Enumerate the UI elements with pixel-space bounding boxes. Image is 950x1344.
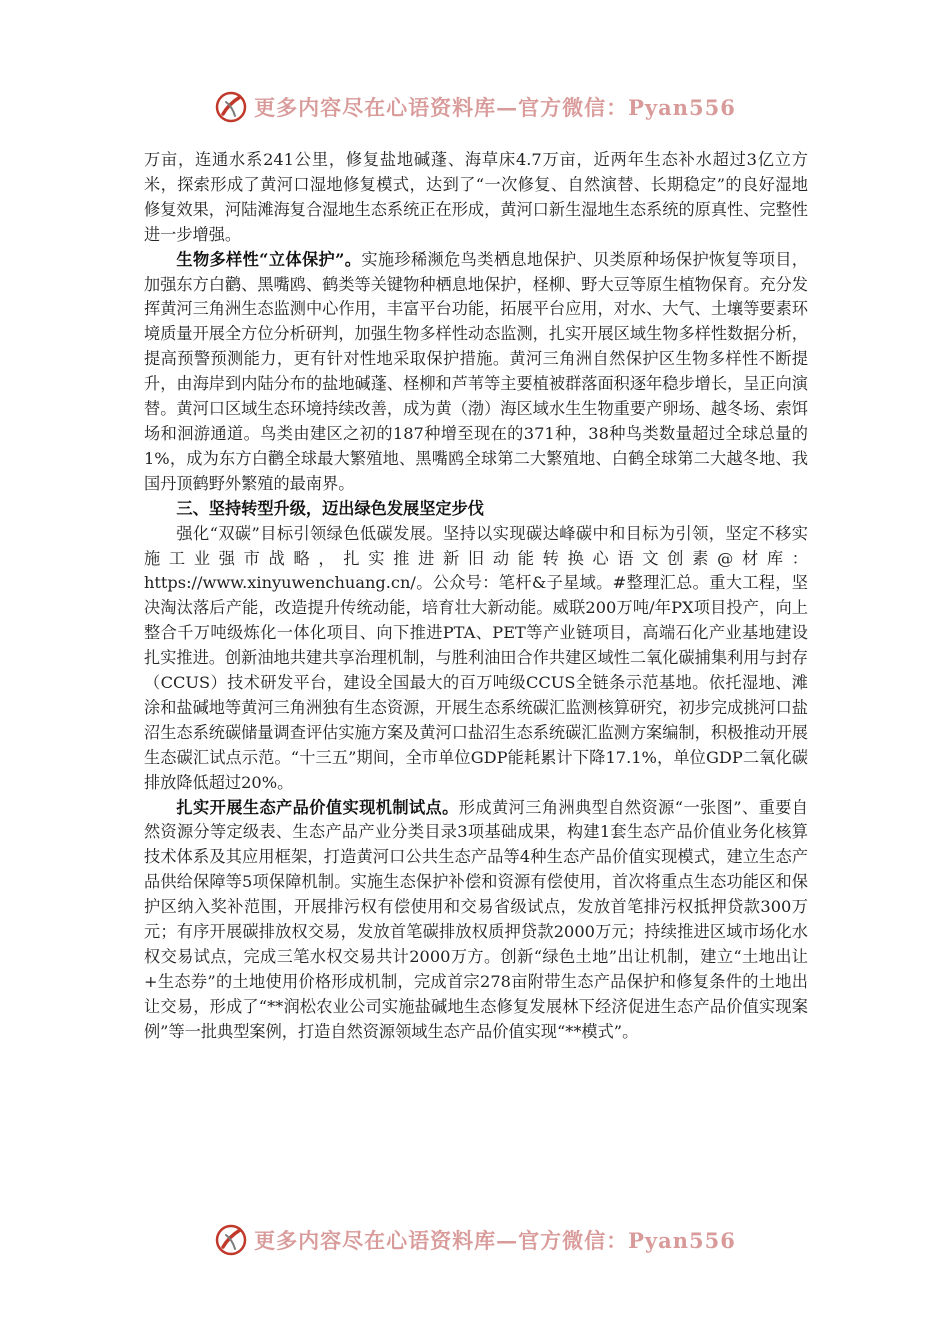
calligraphy-brush-logo-icon <box>214 1223 248 1257</box>
article-body <box>144 148 808 1045</box>
paragraph-text: 实施珍稀濒危鸟类栖息地保护、贝类原种场保护恢复等项目，加强东方白鹳、黑嘴鸥、鹤类等关键物种栖息地保护，柽柳、野大豆等原生植物保育。充分发挥黄河三角洲生态监测中心作用，丰富平台功能，拓展平台应用，对水、大气、土壤等要素环境质量开展全方位分析研判，加强生物多样性动态监测，扎实开展区域生物多样性数据分析，提高预警预测能力，更有针对性地采取保护措施。黄河三角洲自然保护区生物多样性不断提升，由海岸到内陆分布的盐地碱蓬、柽柳和芦苇等主要植被群落面积逐年稳步增长，呈正向演替。黄河口区域生态环境持续改善，成为黄（渤）海区域水生生物重要产卵场、越冬场、索饵场和洄游通道。鸟类由建区之初的187种增至现在的371种，38种鸟类数量超过全球总量的1%，成为东方白鹳全球最大繁殖地、黑嘴鸥全球第二大繁殖地、白鹤全球第二大越冬地、我国丹顶鹤野外繁殖的最南界。 <box>144 249 808 493</box>
paragraph-dual-carbon <box>144 522 808 796</box>
section-heading-text: 三、坚持转型升级，迈出绿色发展坚定步伐 <box>176 498 484 518</box>
header-banner <box>0 85 950 129</box>
paragraph-text: 形成黄河三角洲典型自然资源“一张图”、重要自然资源分等定级表、生态产品产业分类目录3项基础成果，构建1套生态产品价值业务化核算技术体系及其应用框架，打造黄河口公共生态产品等4种生态产品价值实现模式，建立生态产品供给保障等5项保障机制。实施生态保护补偿和资源有偿使用，首次将重点生态功能区和保护区纳入奖补范围，开展排污权有偿使用和交易省级试点，发放首笔排污权抵押贷款300万元；有序开展碳排放权交易，发放首笔碳排放权质押贷款2000万元；持续推进区域市场化水权交易试点，完成三笔水权交易共计2000万方。创新“绿色土地”出让机制，建立“土地出让+生态券”的土地使用价格形成机制，完成首宗278亩附带生态产品保护和修复条件的土地出让交易，形成了“**润松农业公司实施盐碱地生态修复发展林下经济促进生态产品价值实现案例”等一批典型案例，打造自然资源领域生态产品价值实现“**模式”。 <box>144 797 808 1041</box>
paragraph-text: 万亩，连通水系241公里，修复盐地碱蓬、海草床4.7万亩，近两年生态补水超过3亿立方米，探索形成了黄河口湿地修复模式，达到了“一次修复、自然演替、长期稳定”的良好湿地修复效果，河陆滩海复合湿地生态系统正在形成，黄河口新生湿地生态系统的原真性、完整性进一步增强。 <box>144 150 808 244</box>
footer-banner <box>0 1218 950 1262</box>
footer-banner-text: 更多内容尽在心语资料库—官方微信：Pyan556 <box>254 1228 736 1253</box>
paragraph-text: 强化“双碳”目标引领绿色低碳发展。坚持以实现碳达峰碳中和目标为引领，坚定不移实施工业强市战略，扎实推进新旧动能转换心语文创素@材库：https://www.xinyuwenchuang.cn/。公众号：笔杆&子星域。#整理汇总。重大工程，坚决淘汰落后产能，改造提升传统动能，培育壮大新动能。威联200万吨/年PX项目投产，向上整合千万吨级炼化一体化项目、向下推进PTA、PET等产业链项目，高端石化产业基地建设扎实推进。创新油地共建共享治理机制，与胜利油田合作共建区域性二氧化碳捕集利用与封存（CCUS）技术研发平台，建设全国最大的百万吨级CCUS全链条示范基地。依托湿地、滩涂和盐碱地等黄河三角洲独有生态资源，开展生态系统碳汇监测核算研究，初步完成挑河口盐沼生态系统碳储量调查评估实施方案及黄河口盐沼生态系统碳汇监测方案编制，积极推动开展生态碳汇试点示范。“十三五”期间，全市单位GDP能耗累计下降17.1%，单位GDP二氧化碳排放降低超过20%。 <box>144 523 808 792</box>
section-heading <box>144 497 808 522</box>
paragraph-lead-heading: 生物多样性“立体保护”。 <box>176 249 362 269</box>
calligraphy-brush-logo-icon <box>214 90 248 124</box>
paragraph-lead-heading: 扎实开展生态产品价值实现机制试点。 <box>176 797 459 817</box>
paragraph-wetland-restoration <box>144 148 808 248</box>
header-banner-text: 更多内容尽在心语资料库—官方微信：Pyan556 <box>254 95 736 120</box>
paragraph-biodiversity <box>144 248 808 497</box>
paragraph-eco-product-value <box>144 796 808 1045</box>
